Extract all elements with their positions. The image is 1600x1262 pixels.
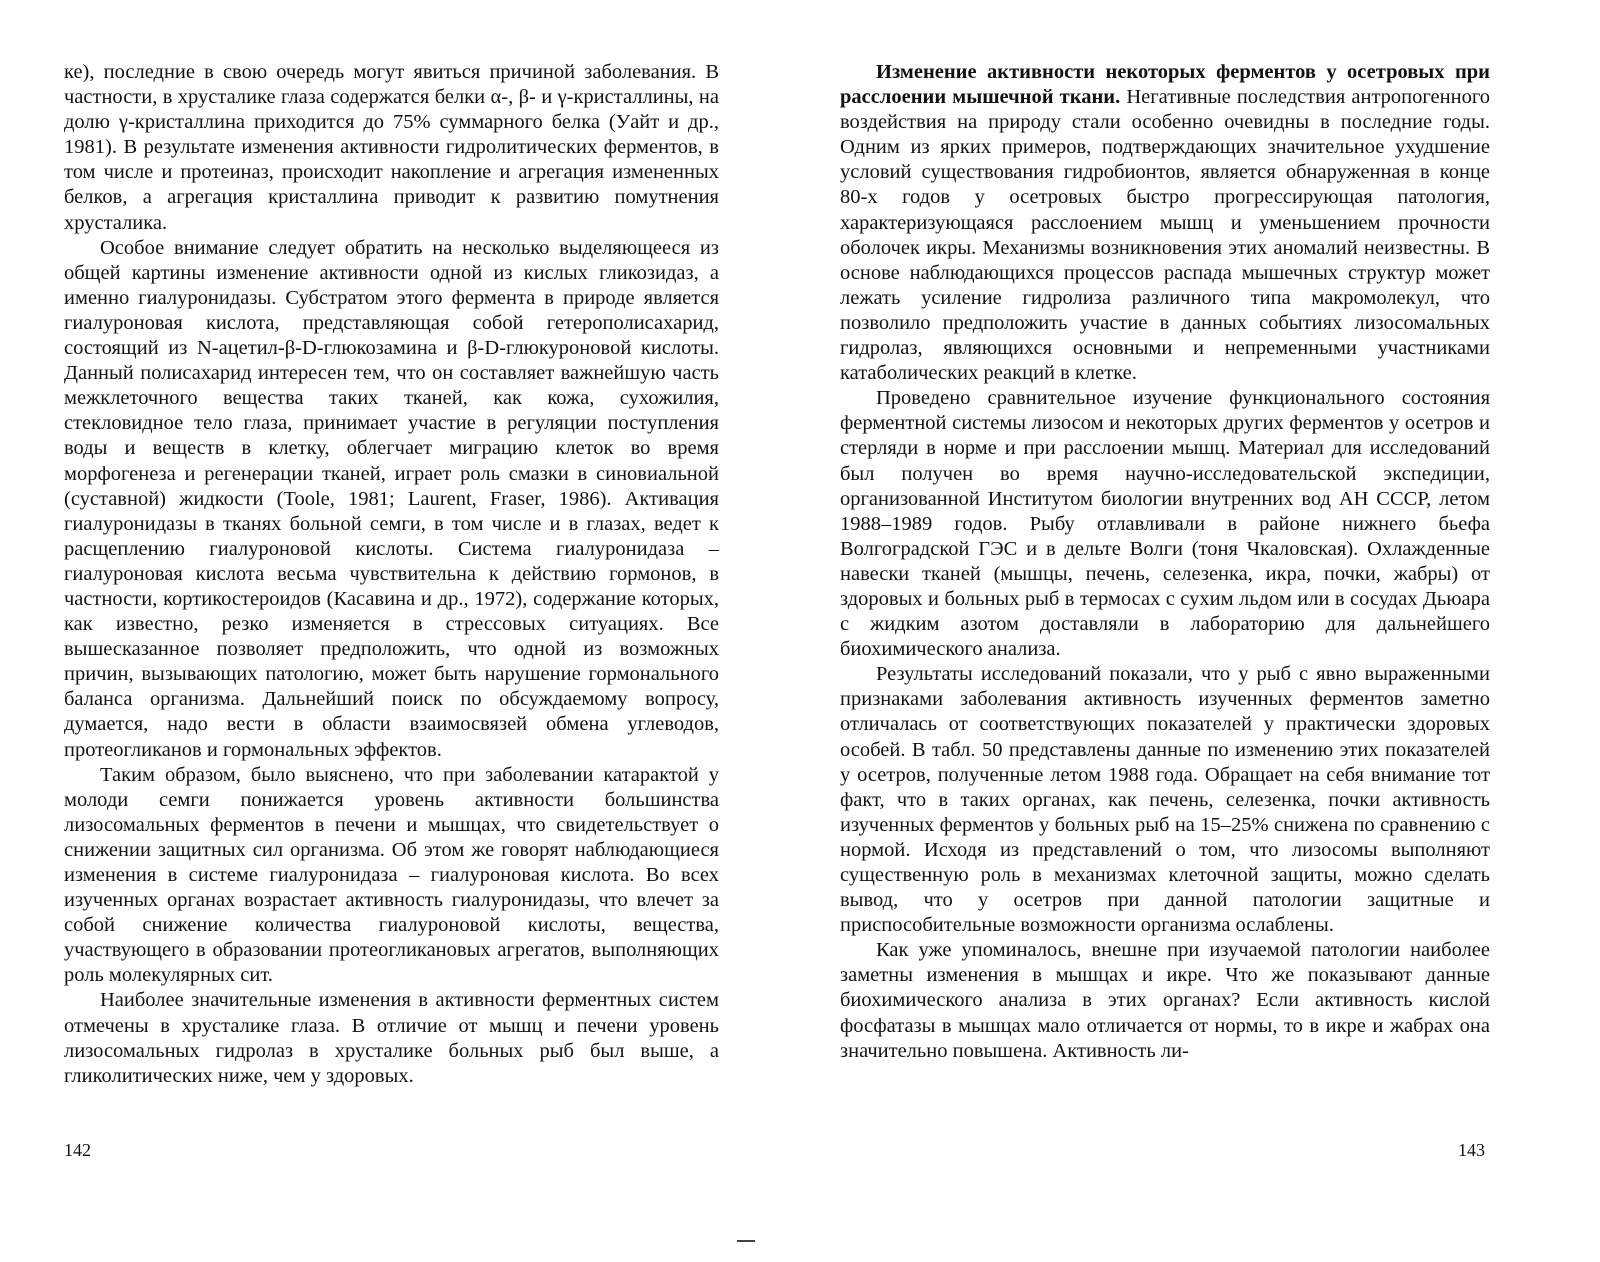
paragraph: Как уже упоминалось, внешне при изучаемой патологии наиболее заметны изменения в мышцах и икре. Что же показывают данные биохимического анализа в этих органах? Если активность кислой фосфатазы в мышцах мало отличается от нормы, то в икре и жабрах она значительно повышена. Активность ли- xyxy=(840,939,1490,1062)
paragraph: Наиболее значительные изменения в активности ферментных систем отмечены в хрусталике глаза. В отличие от мышц и печени уровень лизосомальных гидролаз в хрусталике больных рыб был выше, а гликолитических ниже, чем у здоровых. xyxy=(64,989,719,1087)
right-page xyxy=(840,60,1490,1064)
page-number-right: 143 xyxy=(1458,1140,1485,1160)
left-page xyxy=(64,60,719,1089)
paragraph: Особое внимание следует обратить на несколько выделяющееся из общей картины изменение активности одной из кислых гликозидаз, а именно гиалуронидазы. Субстратом этого фермента в природе является гиалуроновая кислота, представляющая собой гетерополисахарид, состоящий из N-ацетил-β-D-глюкозамина и β-D-глюкуроновой кислоты. Данный полисахарид интересен тем, что он составляет важнейшую часть межклеточного вещества таких тканей, как кожа, сухожилия, стекловидное тело глаза, принимает участие в регуляции поступления воды и веществ в клетку, облегчает миграцию клеток во время морфогенеза и регенерации тканей, играет роль смазки в синовиальной (суставной) жидкости (Toole, 1981; Laurent, Fraser, 1986). Активация гиалуронидазы в тканях больной семги, в том числе и в глазах, ведет к расщеплению гиалуроновой кислоты. Система гиалуронидаза – гиалуроновая кислота весьма чувствительна к действию гормонов, в частности, кортикостероидов (Касавина и др., 1972), содержание которых, как известно, резко изменяется в стрессовых ситуациях. Все вышесказанное позволяет предположить, что одной из возможных причин, вызывающих патологию, может быть нарушение гормонального баланса организма. Дальнейший поиск по обсуждаемому вопросу, думается, надо вести в области взаимосвязей обмена углеводов, протеогликанов и гормональных эффектов. xyxy=(64,236,719,761)
paragraph: Проведено сравнительное изучение функционального состояния ферментной системы лизосом и некоторых других ферментов у осетров и стерляди в норме и при расслоении мышц. Материал для исследований был получен во время научно-исследовательской экспедиции, организованной Институтом биологии внутренних вод АН СССР, летом 1988–1989 годов. Рыбу отлавливали в районе нижнего бьефа Волгоградской ГЭС и в дельте Волги (тоня Чкаловская). Охлажденные навески тканей (мышцы, печень, селезенка, икра, почки, жабры) от здоровых и больных рыб в термосах с сухим льдом или в сосудах Дьюара с жидким азотом доставляли в лабораторию для дальнейшего биохимического анализа. xyxy=(840,387,1490,661)
paragraph: Результаты исследований показали, что у рыб с явно выраженными признаками заболевания активность изученных ферментов заметно отличалась от соответствующих показателей у практически здоровых особей. В табл. 50 представлены данные по изменению этих показателей у осетров, полученные летом 1988 года. Обращает на себя внимание тот факт, что в таких органах, как печень, селезенка, почки активность изученных ферментов у больных рыб на 15–25% снижена по сравнению с нормой. Исходя из представлений о том, что лизосомы выполняют существенную роль в механизмах клеточной защиты, можно сделать вывод, что у осетров при данной патологии защитные и приспособительные возможности организма ослаблены. xyxy=(840,663,1490,937)
section-heading: Изменение активности некоторых ферментов у осетровых при расслоении мышечной ткани. xyxy=(840,61,1490,109)
gutter-mark xyxy=(737,1240,755,1242)
paragraph: ке), последние в свою очередь могут явиться причиной заболевания. В частности, в хрусталике глаза содержатся белки α-, β- и γ-кристаллины, на долю γ-кристаллина приходится до 75% суммарного белка (Уайт и др., 1981). В результате изменения активности гидролитических ферментов, в том числе и протеиназ, происходит накопление и агрегация измененных белков, а агрегация кристаллина приводит к развитию помутнения хрусталика. xyxy=(64,61,719,234)
paragraph xyxy=(840,60,1490,386)
heading-paragraph-text: Негативные последствия антропогенного воздействия на природу стали особенно очевидны в последние годы. Одним из ярких примеров, подтверждающих значительное ухудшение условий существования гидробионтов, является обнаруженная в конце 80-х годов у осетровых быстро прогрессирующая патология, характеризующаяся расслоением мышц и уменьшением прочности оболочек икры. Механизмы возникновения этих аномалий неизвестны. В основе наблюдающихся процессов распада мышечных структур может лежать усиление гидролиза различного типа макромолекул, что позволило предположить участие в данных событиях лизосомальных гидролаз, являющихся основными и непременными участниками катаболических реакций в клетке. xyxy=(840,86,1490,385)
page-number-left: 142 xyxy=(64,1140,91,1160)
paragraph: Таким образом, было выяснено, что при заболевании катарактой у молоди семги понижается уровень активности большинства лизосомальных ферментов в печени и мышцах, что свидетельствует о снижении защитных сил организма. Об этом же говорят наблюдающиеся изменения в системе гиалуронидаза – гиалуроновая кислота. Во всех изученных органах возрастает активность гиалуронидазы, что влечет за собой снижение количества гиалуроновой кислоты, вещества, участвующего в образовании протеогликановых агрегатов, выполняющих роль молекулярных сит. xyxy=(64,763,719,987)
